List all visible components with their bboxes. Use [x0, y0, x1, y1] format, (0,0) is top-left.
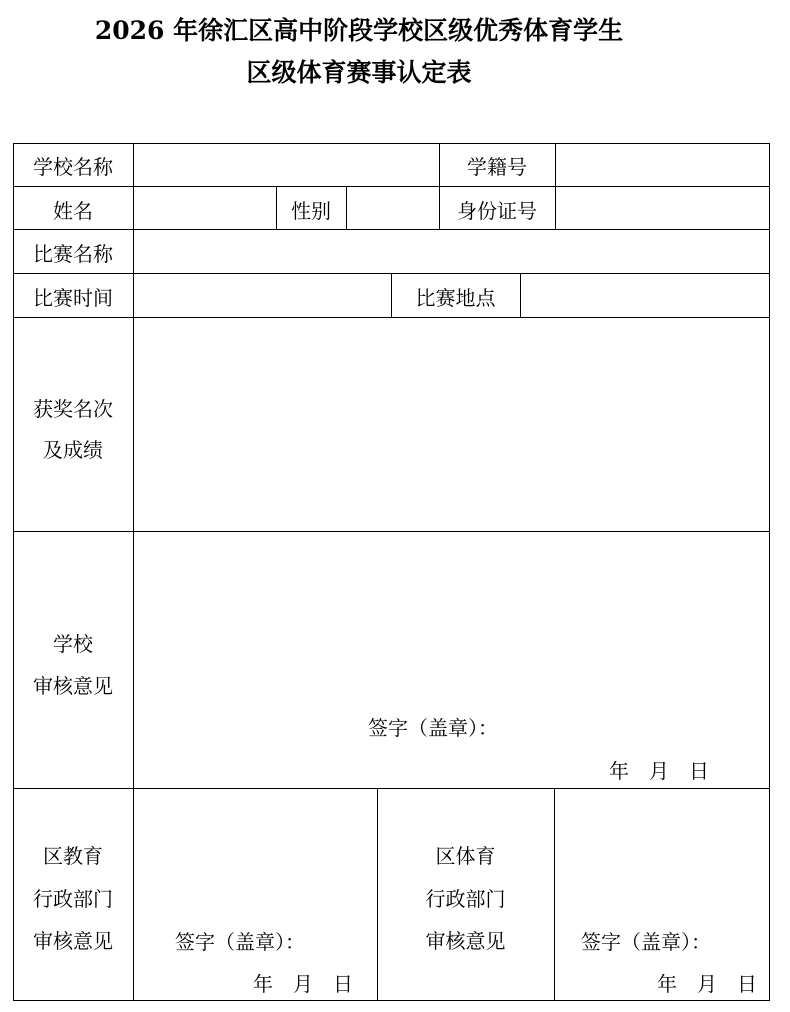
row1-divider-b [555, 143, 556, 186]
edu-review-label-line3: 审核意见 [33, 929, 113, 953]
edu-review-label-line2: 行政部门 [33, 887, 113, 911]
row-line-1 [13, 186, 770, 187]
edu-date-label: 年 月 日 [253, 972, 353, 996]
table-border-top [13, 143, 770, 144]
table-border-left [13, 143, 14, 1001]
competition-name-label: 比赛名称 [33, 242, 113, 266]
sport-review-label-line3: 审核意见 [425, 929, 506, 953]
row-line-5 [13, 531, 770, 532]
row4-divider-b [520, 273, 521, 317]
school-review-label-line1: 学校 [53, 632, 93, 656]
document-title-line-2: 区级体育赛事认定表 [246, 58, 472, 87]
school-name-label: 学校名称 [33, 155, 113, 179]
award-label-line2: 及成绩 [43, 438, 103, 462]
row-line-6 [13, 788, 770, 789]
row2-divider-b [346, 186, 347, 229]
sport-date-label: 年 月 日 [657, 972, 757, 996]
document-title-line-1: 2026 年徐汇区高中阶段学校区级优秀体育学生 [94, 16, 624, 45]
bottom-divider-b [554, 788, 555, 1001]
table-border-bottom [13, 1000, 770, 1001]
gender-label: 性别 [291, 199, 331, 223]
school-date-label: 年 月 日 [609, 759, 709, 783]
label-column-line [133, 143, 134, 1001]
edu-signature-label: 签字（盖章）： [175, 930, 305, 954]
competition-time-label: 比赛时间 [33, 286, 113, 310]
award-label-line1: 获奖名次 [33, 397, 113, 421]
school-review-label-line2: 审核意见 [33, 674, 113, 698]
edu-review-label-line1: 区教育 [43, 844, 103, 868]
row-line-2 [13, 229, 770, 230]
school-signature-label: 签字（盖章）： [368, 716, 498, 740]
student-id-label: 学籍号 [467, 155, 527, 179]
sport-signature-label: 签字（盖章）： [581, 930, 711, 954]
competition-place-label: 比赛地点 [415, 286, 496, 310]
row2-divider-d [555, 186, 556, 229]
certification-form-table [13, 143, 770, 1001]
id-card-label: 身份证号 [457, 199, 537, 223]
sport-review-label-line1: 区体育 [435, 844, 496, 868]
sport-review-label-line2: 行政部门 [425, 887, 506, 911]
table-border-right [769, 143, 770, 1001]
name-label: 姓名 [53, 199, 93, 223]
row-line-4 [13, 317, 770, 318]
